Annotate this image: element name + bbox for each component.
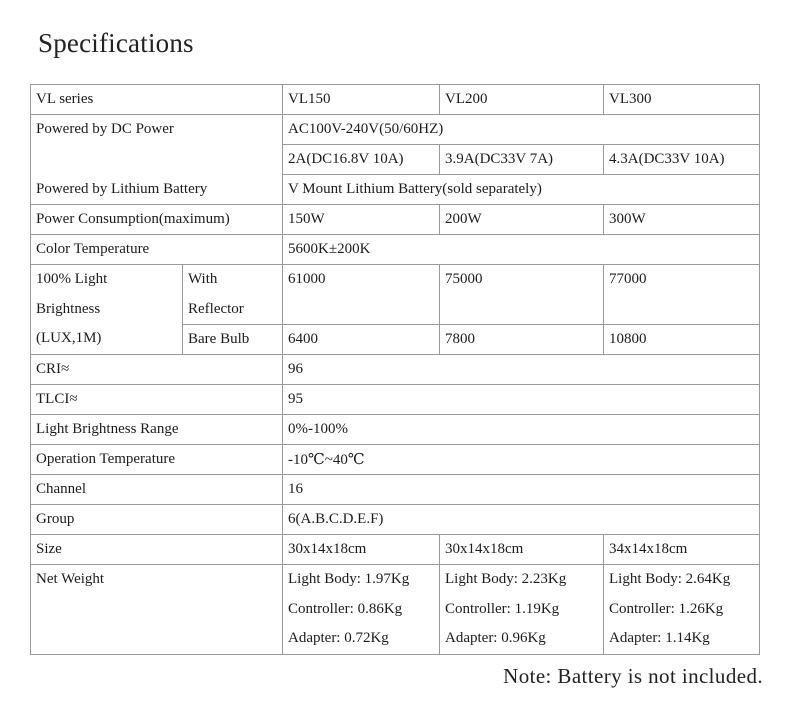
row-label: Powered by Lithium Battery <box>31 175 283 205</box>
table-row-brightness-range <box>31 415 760 445</box>
weight-line: Controller: 1.26Kg <box>609 600 724 617</box>
cell-bare-vl200: 7800 <box>440 325 604 355</box>
cell-color-temperature: 5600K±200K <box>283 235 760 265</box>
value-text: 61000 <box>288 271 326 287</box>
table-row-cri <box>31 355 760 385</box>
weight-line: Light Body: 1.97Kg <box>288 571 410 587</box>
table-row-size <box>31 535 760 565</box>
table-row-brightness-reflector <box>31 265 760 325</box>
weight-line: Light Body: 2.23Kg <box>445 571 567 587</box>
brightness-label <box>31 265 183 355</box>
row-label: Power Consumption(maximum) <box>31 205 283 235</box>
model-header-vl300: VL300 <box>604 85 760 115</box>
row-label: Light Brightness Range <box>31 415 283 445</box>
row-label: VL series <box>31 85 283 115</box>
value-text: 77000 <box>609 271 647 287</box>
weight-line: Adapter: 1.14Kg <box>609 630 710 646</box>
cell-size-vl300: 34x14x18cm <box>604 535 760 565</box>
page-title: Specifications <box>38 28 194 58</box>
table-row-channel <box>31 475 760 505</box>
table-row-battery <box>31 175 760 205</box>
weight-line: Adapter: 0.72Kg <box>288 630 389 646</box>
value-text: 75000 <box>445 271 483 287</box>
table-row-tlci <box>31 385 760 415</box>
brightness-label-line: (LUX,1M) <box>36 330 102 346</box>
model-header-vl200: VL200 <box>440 85 604 115</box>
row-label: TLCI≈ <box>31 385 283 415</box>
row-label: Powered by DC Power <box>31 115 283 145</box>
cell-power-vl300: 300W <box>604 205 760 235</box>
cell-weight-vl300 <box>604 565 760 655</box>
cell-weight-vl150 <box>283 565 440 655</box>
cell-weight-vl200 <box>440 565 604 655</box>
row-label: Channel <box>31 475 283 505</box>
cell-dc-vl150: 2A(DC16.8V 10A) <box>283 145 440 175</box>
table-row-dc-power <box>31 115 760 145</box>
row-label: Net Weight <box>36 571 105 587</box>
row-label: Operation Temperature <box>31 445 283 475</box>
cell-channel: 16 <box>283 475 760 505</box>
cell-tlci: 95 <box>283 385 760 415</box>
cell-bare-vl150: 6400 <box>283 325 440 355</box>
table-row-group <box>31 505 760 535</box>
cell-reflector-vl300 <box>604 265 760 325</box>
row-label: Group <box>31 505 283 535</box>
weight-line: Controller: 1.19Kg <box>445 600 560 617</box>
cell-bare-vl300: 10800 <box>604 325 760 355</box>
row-label-spacer <box>31 145 283 175</box>
reflector-label-line: With <box>188 271 218 287</box>
table-row-color-temperature <box>31 235 760 265</box>
brightness-label-line: Brightness <box>36 300 101 317</box>
cell-power-vl150: 150W <box>283 205 440 235</box>
bare-bulb-label: Bare Bulb <box>183 325 283 355</box>
table-row-dc-current <box>31 145 760 175</box>
cell-reflector-vl200 <box>440 265 604 325</box>
reflector-label-line: Reflector <box>188 300 244 317</box>
cell-reflector-vl150 <box>283 265 440 325</box>
cell-dc-vl300: 4.3A(DC33V 10A) <box>604 145 760 175</box>
row-label: CRI≈ <box>31 355 283 385</box>
cell-dc-vl200: 3.9A(DC33V 7A) <box>440 145 604 175</box>
cell-battery: V Mount Lithium Battery(sold separately) <box>283 175 760 205</box>
weight-line: Light Body: 2.64Kg <box>609 571 731 587</box>
table-row-series <box>31 85 760 115</box>
cell-brightness-range: 0%-100% <box>283 415 760 445</box>
weight-line: Adapter: 0.96Kg <box>445 630 546 646</box>
weight-line: Controller: 0.86Kg <box>288 600 403 617</box>
table-row-power-consumption <box>31 205 760 235</box>
brightness-label-line: 100% Light <box>36 271 108 287</box>
with-reflector-label <box>183 265 283 325</box>
cell-size-vl200: 30x14x18cm <box>440 535 604 565</box>
cell-cri: 96 <box>283 355 760 385</box>
cell-power-vl200: 200W <box>440 205 604 235</box>
table-row-net-weight <box>31 565 760 655</box>
battery-note: Note: Battery is not included. <box>503 664 763 688</box>
row-label: Size <box>31 535 283 565</box>
cell-group: 6(A.B.C.D.E.F) <box>283 505 760 535</box>
cell-ac-input: AC100V-240V(50/60HZ) <box>283 115 760 145</box>
model-header-vl150: VL150 <box>283 85 440 115</box>
row-label: Color Temperature <box>31 235 283 265</box>
cell-operation-temperature: -10℃~40℃ <box>283 445 760 475</box>
table-row-operation-temperature <box>31 445 760 475</box>
net-weight-label <box>31 565 283 655</box>
cell-size-vl150: 30x14x18cm <box>283 535 440 565</box>
specifications-table <box>30 84 760 655</box>
